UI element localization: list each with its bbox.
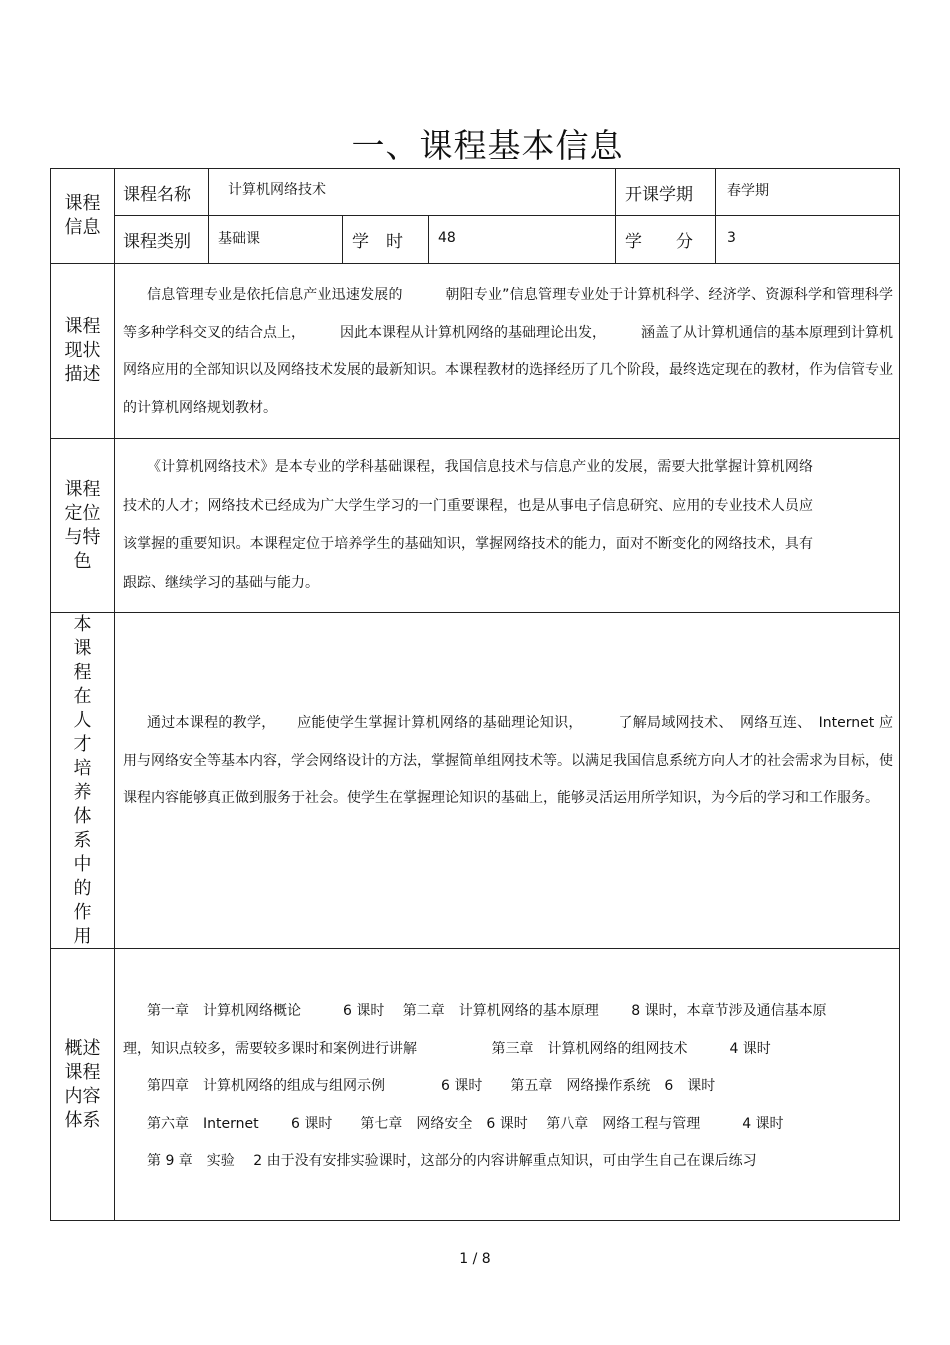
- hours-label: 学 时: [352, 231, 403, 252]
- course-type-label: 课程类别: [123, 231, 191, 252]
- divider: [342, 215, 343, 263]
- page-title: 一、课程基本信息: [351, 126, 624, 165]
- outline-line: 第一章 计算机网络概论 6 课时 第二章 计算机网络的基本原理 8 课时，本章节涉及通信基本原: [147, 1003, 827, 1019]
- role-section-label: 本课程在人才培养体系中的作用: [73, 613, 92, 947]
- outline-content: [123, 993, 893, 1181]
- course-info-label: 课程信息: [64, 193, 101, 238]
- outline-line: 理，知识点较多，需要较多课时和案例进行讲解 第三章 计算机网络的组网技术 4 课时: [123, 1040, 771, 1057]
- page-number: 1 / 8: [459, 1251, 491, 1267]
- credit-value: 3: [727, 230, 736, 246]
- outline-line: 第四章 计算机网络的组成与组网示例 6 课时 第五章 网络操作系统 6 课时: [147, 1078, 716, 1094]
- divider: [615, 168, 616, 263]
- divider: [50, 438, 900, 439]
- outline-line: 第六章 Internet 6 课时 第七章 网络安全 6 课时 第八章 网络工程与管理 4 课时: [147, 1115, 784, 1132]
- term-label: 开课学期: [625, 184, 693, 205]
- course-type-value: 基础课: [218, 231, 260, 247]
- divider: [428, 215, 429, 263]
- course-name-value: 计算机网络技术: [228, 182, 326, 198]
- credit-label: 学 分: [625, 231, 693, 252]
- divider: [50, 948, 900, 949]
- outline-section-label: 概述课程内容体系: [64, 1038, 101, 1131]
- positioning-section-label: 课程定位与特色: [64, 478, 101, 572]
- status-section-label: 课程现状描述: [64, 316, 101, 385]
- divider: [50, 612, 900, 613]
- outline-line: 第 9 章 实验 2 由于没有安排实验课时，这部分的内容讲解重点知识，可由学生自己在课后练习: [147, 1153, 757, 1169]
- divider: [715, 168, 716, 263]
- divider: [50, 263, 900, 264]
- hours-value: 48: [438, 230, 456, 246]
- divider: [114, 168, 115, 1221]
- positioning-description: 《计算机网络技术》是本专业的学科基础课程，我国信息技术与信息产业的发展，需要大批掌握计算机网络技术的人才；网络技术已经成为广大学生学习的一门重要课程，也是从事电子信息研究、应用的专业技术人员应该掌握的重要知识。本课程定位于培养学生的基础知识，掌握网络技术的能力，面对不断变化的网络技术，具有跟踪、继续学习的基础与能力。: [123, 459, 813, 591]
- term-value: 春学期: [727, 183, 769, 199]
- status-description: 信息管理专业是依托信息产业迅速发展的 朝阳专业”信息管理专业处于计算机科学、经济学、资源科学和管理科学等多种学科交叉的结合点上， 因此本课程从计算机网络的基础理论出发， 涵盖了从计算机通信的基本原理到计算机网络应用的全部知识以及网络技术发展的最新知识。本课程教材的选择经历了几个阶段，最终选定现在的教材，作为信管专业的计算机网络规划教材。: [123, 287, 893, 416]
- role-description: 通过本课程的教学， 应能使学生掌握计算机网络的基础理论知识， 了解局域网技术、 网络互连、 Internet 应用与网络安全等基本内容，学会网络设计的方法，掌握简单组网技术等。以满足我国信息系统方向人才的社会需求为目标，使课程内容能够真正做到服务于社会。使学生在掌握理论知识的基础上，能够灵活运用所学知识，为今后的学习和工作服务。: [123, 715, 893, 806]
- course-name-label: 课程名称: [123, 184, 191, 205]
- divider: [208, 168, 209, 263]
